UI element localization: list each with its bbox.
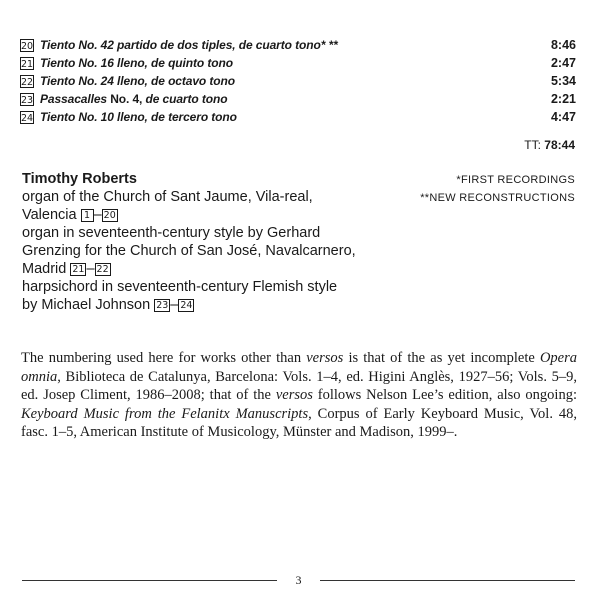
track-number-box: 24 bbox=[21, 112, 34, 124]
para-text: is that of the as yet incomplete bbox=[343, 350, 540, 366]
track-duration: 5:34 bbox=[550, 74, 576, 88]
total-time-label: TT: bbox=[524, 138, 545, 152]
track-number-box: 20 bbox=[21, 40, 34, 52]
track-title: Tiento No. 10 lleno, de tercero tono bbox=[40, 110, 237, 124]
para-text: follows Nelson Lee’s edition, also ongoing: bbox=[312, 387, 577, 403]
track-title: Tiento No. 24 lleno, de octavo tono bbox=[40, 74, 235, 88]
para-text: , Corpus of Early Keyboard Music, Vol. 48, fasc. 1–5, American Institute of Musicology, Münster and Madison, 1999–. bbox=[21, 405, 578, 440]
track-duration: 2:47 bbox=[550, 56, 576, 70]
total-time-value: 78:44 bbox=[544, 138, 575, 152]
range-dash: – bbox=[93, 207, 102, 223]
track-ref-box: 1 bbox=[81, 209, 94, 222]
track-duration: 2:21 bbox=[550, 92, 576, 106]
instrument-line: harpsichord in seventeenth-century Flemish style bbox=[22, 279, 338, 295]
track-title bbox=[40, 92, 551, 106]
instrument-line: Grenzing for the Church of San José, Navalcarnero, bbox=[22, 243, 356, 259]
track-ref-box: 23 bbox=[156, 299, 169, 311]
footer-rule-right bbox=[320, 580, 575, 581]
track-ref-box: 24 bbox=[180, 299, 193, 311]
range-dash: – bbox=[86, 261, 95, 277]
footnote-new-reconstructions: **NEW RECONSTRUCTIONS bbox=[420, 192, 575, 204]
total-time bbox=[524, 138, 575, 152]
track-title: Tiento No. 16 lleno, de quinto tono bbox=[40, 56, 233, 70]
track-duration: 4:47 bbox=[550, 110, 576, 124]
performer-block bbox=[22, 170, 412, 314]
instrument-text: Madrid bbox=[22, 261, 71, 277]
track-row bbox=[20, 72, 576, 90]
track-row bbox=[20, 36, 576, 54]
para-italic: Keyboard Music from the Felanitx Manuscripts bbox=[21, 405, 309, 422]
numbering-note-paragraph bbox=[21, 349, 577, 442]
track-duration: 8:46 bbox=[550, 38, 576, 52]
page-footer bbox=[22, 573, 575, 587]
para-italic: versos bbox=[275, 387, 313, 403]
track-row bbox=[20, 90, 576, 108]
para-text: , Biblioteca de Catalunya, Barcelona: Vols. 1–4, ed. Higini Anglès, 1927–56; Vols. 5–9, ed. Josep Climent, 1986–2008; that of the bbox=[21, 368, 577, 403]
track-list bbox=[20, 36, 576, 126]
instrument-text: Valencia bbox=[22, 207, 81, 223]
track-title-part: No. 4, bbox=[106, 92, 146, 106]
track-number-box: 22 bbox=[21, 76, 34, 88]
range-dash: – bbox=[170, 297, 179, 313]
instrument-line bbox=[22, 260, 412, 278]
track-title-part: Passacalles bbox=[40, 92, 107, 106]
track-ref-box: 20 bbox=[103, 209, 116, 221]
para-italic: Opera omnia bbox=[21, 350, 577, 385]
track-row bbox=[20, 54, 576, 72]
instrument-line: organ in seventeenth-century style by Gerhard bbox=[22, 225, 321, 241]
track-title-part: de cuarto tono bbox=[145, 92, 228, 106]
para-italic: versos bbox=[306, 350, 344, 366]
footnote-first-recordings: *FIRST RECORDINGS bbox=[456, 174, 575, 186]
track-title: Tiento No. 42 partido de dos tiples, de cuarto tono* ** bbox=[40, 38, 338, 52]
track-row bbox=[20, 108, 576, 126]
footnotes bbox=[420, 171, 575, 207]
instrument-line bbox=[22, 296, 412, 314]
page-number: 3 bbox=[295, 573, 302, 587]
instrument-line bbox=[22, 206, 412, 224]
performer-name: Timothy Roberts bbox=[22, 171, 137, 187]
instrument-line: organ of the Church of Sant Jaume, Vila-real, bbox=[22, 189, 313, 205]
track-ref-box: 22 bbox=[96, 263, 109, 275]
para-text: The numbering used here for works other than bbox=[21, 350, 307, 366]
track-ref-box: 21 bbox=[72, 263, 85, 275]
track-number-box: 21 bbox=[21, 58, 34, 70]
track-number-box: 23 bbox=[21, 94, 34, 106]
instrument-text: by Michael Johnson bbox=[22, 297, 155, 313]
